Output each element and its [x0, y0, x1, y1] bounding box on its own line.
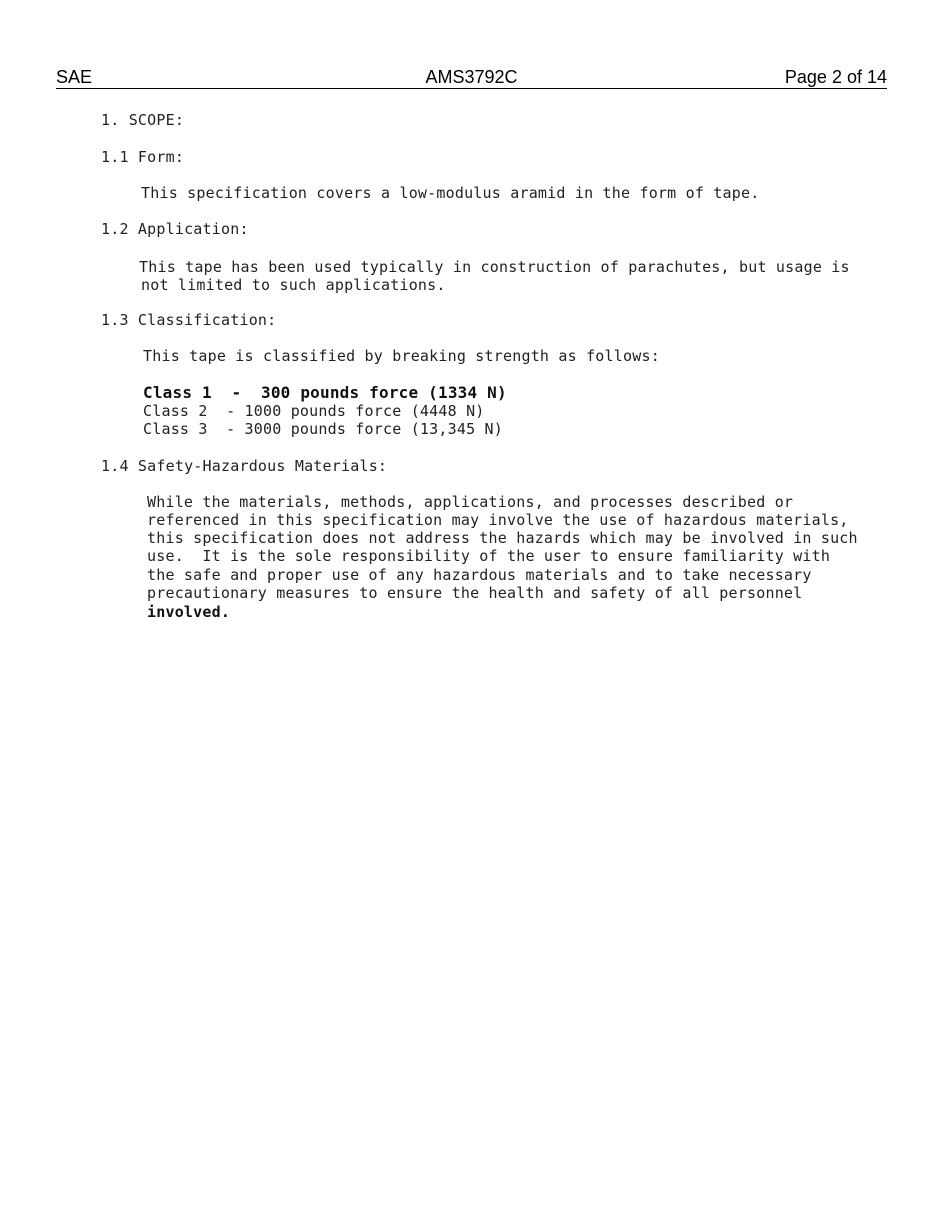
class-3-line: Class 3 - 3000 pounds force (13,345 N) [143, 420, 503, 438]
header-page-number: Page 2 of 14 [784, 67, 887, 87]
safety-heading: 1.4 Safety-Hazardous Materials: [101, 457, 388, 475]
safety-text-line: referenced in this specification may involve the use of hazardous materials, [147, 511, 849, 529]
header-document-number: AMS3792C [425, 67, 518, 87]
application-heading: 1.2 Application: [101, 220, 249, 238]
application-text-line: not limited to such applications. [141, 276, 446, 294]
class-2-line: Class 2 - 1000 pounds force (4448 N) [143, 402, 485, 420]
form-text: This specification covers a low-modulus aramid in the form of tape. [141, 184, 760, 202]
safety-text-line: While the materials, methods, applications, and processes described or [147, 493, 794, 511]
page-header [56, 66, 887, 89]
application-text-line: This tape has been used typically in construction of parachutes, but usage is [139, 258, 850, 276]
classification-heading: 1.3 Classification: [101, 311, 277, 329]
scope-heading: 1. SCOPE: [101, 111, 185, 129]
safety-text-line: use. It is the sole responsibility of the user to ensure familiarity with [147, 547, 831, 565]
header-organization: SAE [56, 67, 93, 87]
safety-text-line: this specification does not address the hazards which may be involved in such [147, 529, 858, 547]
safety-text-line: precautionary measures to ensure the health and safety of all personnel [147, 584, 803, 602]
classification-intro: This tape is classified by breaking strength as follows: [143, 347, 660, 365]
safety-text-line: the safe and proper use of any hazardous materials and to take necessary [147, 566, 812, 584]
safety-text-line: involved. [147, 603, 231, 621]
class-1-line: Class 1 - 300 pounds force (1334 N) [143, 383, 507, 402]
form-heading: 1.1 Form: [101, 148, 185, 166]
